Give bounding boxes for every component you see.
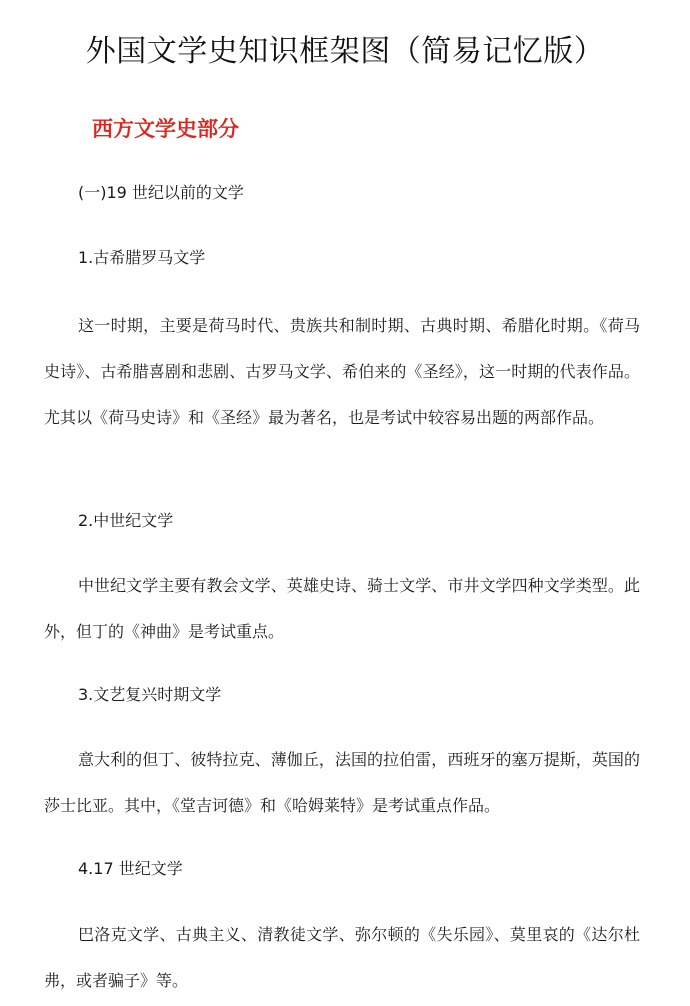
section-4-heading: 4.17 世纪文学 xyxy=(78,859,183,878)
part-heading: (一)19 世纪以前的文学 xyxy=(78,183,244,202)
section-heading: 西方文学史部分 xyxy=(92,117,239,141)
section-4-paragraph: 巴洛克文学、古典主义、清教徒文学、弥尔顿的《失乐园》、莫里哀的《达尔杜弗，或者骗子》等。 xyxy=(44,925,640,990)
section-1-heading: 1.古希腊罗马文学 xyxy=(78,248,206,267)
section-2-paragraph: 中世纪文学主要有教会文学、英雄史诗、骑士文学、市井文学四种文学类型。此外，但丁的《神曲》是考试重点。 xyxy=(44,576,640,641)
page-title: 外国文学史知识框架图（简易记忆版） xyxy=(85,34,605,69)
section-1-paragraph: 这一时期，主要是荷马时代、贵族共和制时期、古典时期、希腊化时期。《荷马史诗》、古希腊喜剧和悲剧、古罗马文学、希伯来的《圣经》，这一时期的代表作品。尤其以《荷马史诗》和《圣经》最为著名，也是考试中较容易出题的两部作品。 xyxy=(44,316,640,427)
section-3-paragraph: 意大利的但丁、彼特拉克、薄伽丘，法国的拉伯雷，西班牙的塞万提斯，英国的莎士比亚。其中，《堂吉诃德》和《哈姆莱特》是考试重点作品。 xyxy=(44,750,640,815)
section-2-heading: 2.中世纪文学 xyxy=(78,511,174,530)
section-3-heading: 3.文艺复兴时期文学 xyxy=(78,685,222,704)
